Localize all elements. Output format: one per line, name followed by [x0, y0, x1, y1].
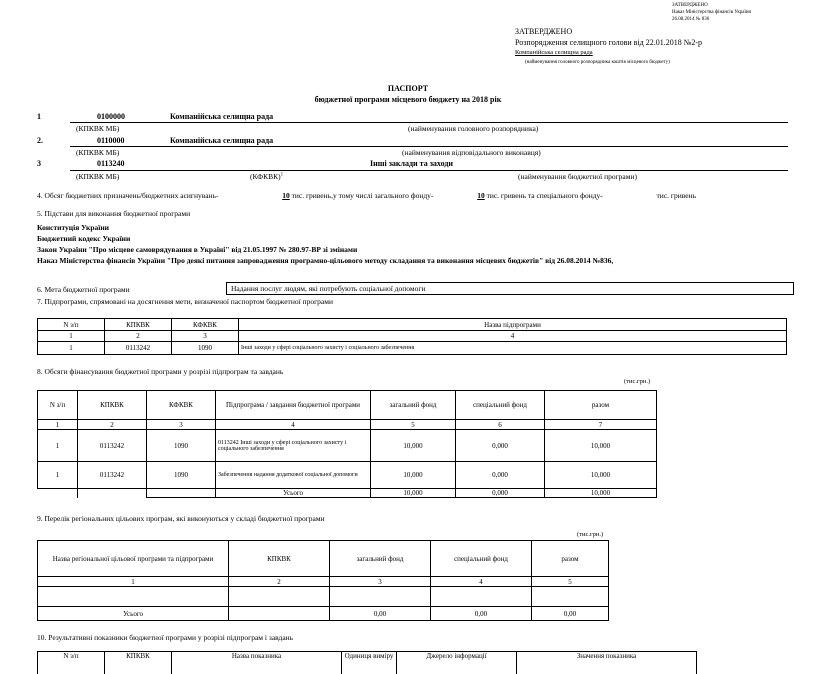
s8-r2-kfkvk: 1090	[147, 462, 216, 489]
regional-programs-table	[37, 540, 609, 621]
s8-header-kpkvk: КПКВК	[78, 391, 147, 420]
s8-r1-general: 10,000	[371, 430, 456, 462]
section9-unit: (тис.грн.)	[577, 531, 604, 538]
s8-r2-special: 0,000	[456, 462, 545, 489]
s8-r2-general: 10,000	[371, 462, 456, 489]
row2-code-label: (КПКВК МБ)	[76, 148, 120, 157]
row3-code: 0113240	[97, 159, 125, 168]
section5-line-2: Бюджетний кодекс України	[37, 234, 131, 243]
s7-num-1: 1	[38, 331, 105, 342]
s7-header-kfkvk: КФКВК	[172, 319, 239, 331]
row3-name-label: (найменування бюджетної програми)	[518, 172, 638, 181]
s9-num-5: 5	[532, 577, 609, 587]
s9-header-special: спеціальний фонд	[431, 541, 532, 577]
top-small-order: Наказ Міністерства фінансів України	[672, 10, 752, 15]
s7-row-kpkvk: 0113242	[105, 342, 172, 355]
council-name: Компанійська селищна рада	[515, 49, 593, 56]
row2-num: 2.	[37, 136, 43, 145]
s8-num-7: 7	[545, 420, 657, 430]
council-note: (найменування головного розпорядника коштів місцевого бюджету)	[525, 60, 670, 65]
s8-r2-num: 1	[38, 462, 78, 489]
section5-line-3: Закон України "Про місцеве самоврядування в Україні" від 21.05.1997 № 280.97-ВР зі змінами	[37, 245, 358, 254]
s9-num-2: 2	[229, 577, 330, 587]
s9-header-total: разом	[532, 541, 609, 577]
s9-total-general: 0,00	[330, 607, 431, 621]
row3-num: 3	[37, 159, 41, 168]
row1-name: Компанійська селищна рада	[170, 112, 274, 121]
s8-total-label: Усього	[216, 489, 371, 498]
s8-num-1: 1	[38, 420, 78, 430]
funding-table	[37, 390, 657, 498]
s9-num-3: 3	[330, 577, 431, 587]
row2-underline	[70, 146, 788, 147]
top-small-date: 26.08.2014 № 836	[672, 17, 710, 22]
s7-header-num: N з/п	[38, 319, 105, 331]
section6-heading: 6. Мета бюджетної програми	[37, 285, 130, 294]
s9-total-special: 0,00	[431, 607, 532, 621]
row2-name: Компанійська селищна рада	[170, 136, 274, 145]
s8-header-program: Підпрограма / завдання бюджетної програми	[216, 391, 371, 420]
section9-heading: 9. Перелік регіональних цільових програм, які виконуються у складі бюджетної програми	[37, 514, 325, 523]
s7-num-2: 2	[105, 331, 172, 342]
s9-total-label: Усього	[38, 607, 229, 621]
s8-r1-total: 10,000	[545, 430, 657, 462]
s10-header-value: Значення показника	[517, 652, 697, 674]
row1-underline	[70, 122, 788, 123]
row3-kfkvk-label: (КФКВК)$^1$	[250, 172, 284, 181]
approved-label: ЗАТВЕРДЖЕНО	[515, 27, 573, 36]
s7-num-4: 4	[239, 331, 787, 342]
passport-title: ПАСПОРТ	[387, 84, 429, 93]
s8-r1-kfkvk: 1090	[147, 430, 216, 462]
s8-r2-kpkvk: 0113242	[78, 462, 147, 489]
top-small-approved: ЗАТВЕРДЖЕНО	[672, 3, 708, 8]
s8-num-6: 6	[456, 420, 545, 430]
s7-header-name: Назва підпрограми	[239, 319, 787, 331]
table-total-row	[38, 607, 609, 621]
table-row	[38, 430, 657, 462]
row1-code-label: (КПКВК МБ)	[76, 124, 120, 133]
section7-heading: 7. Підпрограми, спрямовані на досягнення мети, визначеної паспортом бюджетної програми	[37, 297, 333, 306]
s7-num-3: 3	[172, 331, 239, 342]
s8-r2-total: 10,000	[545, 462, 657, 489]
table-row	[38, 462, 657, 489]
s8-r1-num: 1	[38, 430, 78, 462]
s7-row-num: 1	[38, 342, 105, 355]
s8-total-total: 10,000	[545, 489, 657, 498]
s10-header-indicator: Назва показника	[172, 652, 342, 674]
row2-name-label: (найменування відповідального виконавця)	[402, 148, 541, 157]
row3-code-label: (КПКВК МБ)	[76, 172, 120, 181]
s10-header-unit: Одиниця виміру	[342, 652, 397, 674]
s7-header-kpkvk: КПКВК	[105, 319, 172, 331]
section4-total: 10	[282, 191, 290, 200]
s9-num-4: 4	[431, 577, 532, 587]
s8-total-special: 0,000	[456, 489, 545, 498]
s8-num-5: 5	[371, 420, 456, 430]
s8-r2-program: Забезпечення надання додаткової соціальної допомоги	[216, 462, 371, 489]
row1-code: 0100000	[97, 112, 125, 121]
s8-r1-special: 0,000	[456, 430, 545, 462]
section6-value: Надання послуг людям, які потребують соціальної допомоги	[226, 282, 794, 295]
row2-code: 0110000	[97, 136, 125, 145]
indicators-table	[37, 651, 697, 674]
table-row	[38, 342, 787, 355]
s8-header-special: спеціальний фонд	[456, 391, 545, 420]
s10-header-source: Джерело інформації	[397, 652, 517, 674]
subprograms-table	[37, 318, 787, 355]
s8-total-general: 10,000	[371, 489, 456, 498]
section8-unit: (тис.грн.)	[624, 378, 651, 385]
s10-header-kpkvk: КПКВК	[105, 652, 172, 674]
section4-line: 4. Обсяг бюджетних призначень/бюджетних асигнувань- 10 тис. гривень,у тому числі загального фонду- 10 тис. гривень та спеціального фонду- тис. гривень	[37, 191, 697, 200]
approval-order: Розпорядження селищного голови від 22.01.2018 №2-р	[515, 38, 703, 47]
s9-num-1: 1	[38, 577, 229, 587]
s9-total-total: 0,00	[532, 607, 609, 621]
row3-name: Інші заклади та заходи	[370, 159, 454, 168]
section5-line-4: Наказ Міністерства фінансів України "Про деякі питання запровадження програмно-цільового методу складання та виконання місцевих бюджетів" від 26.08.2014 №836,	[37, 256, 614, 265]
s8-header-num: N з/п	[38, 391, 78, 420]
s8-r1-kpkvk: 0113242	[78, 430, 147, 462]
s9-header-kpkvk: КПКВК	[229, 541, 330, 577]
s8-num-2: 2	[78, 420, 147, 430]
section5-heading: 5. Підстави для виконання бюджетної програми	[37, 209, 191, 218]
s9-header-general: загальний фонд	[330, 541, 431, 577]
section4-general: 10	[477, 191, 485, 200]
section8-heading: 8. Обсяги фінансування бюджетної програми у розрізі підпрограм та завдань	[37, 367, 284, 376]
row3-underline	[70, 170, 788, 171]
row1-num: 1	[37, 112, 41, 121]
s8-r1-program: 0113242 Інші заходи у сфері соціального захисту і соціального забезпечення	[216, 430, 371, 462]
s8-num-3: 3	[147, 420, 216, 430]
s7-row-name: Інші заходи у сфері соціального захисту і соціального забезпечення	[239, 342, 787, 355]
s8-num-4: 4	[216, 420, 371, 430]
section10-heading: 10. Результативні показники бюджетної програми у розрізі підпрограм і завдань	[37, 633, 294, 642]
s8-header-kfkvk: КФКВК	[147, 391, 216, 420]
s7-row-kfkvk: 1090	[172, 342, 239, 355]
table-row	[38, 587, 609, 607]
row1-name-label: (найменування головного розпорядника)	[408, 124, 539, 133]
s9-header-name: Назва регіональної цільової програми та підпрограми	[38, 541, 229, 577]
s8-header-general: загальний фонд	[371, 391, 456, 420]
passport-subtitle: бюджетної програми місцевого бюджету на 2018 рік	[314, 95, 502, 104]
s8-header-total: разом	[545, 391, 657, 420]
table-total-row	[38, 489, 657, 498]
s10-header-num: N з/п	[38, 652, 105, 674]
section5-line-1: Конституція України	[37, 223, 110, 232]
